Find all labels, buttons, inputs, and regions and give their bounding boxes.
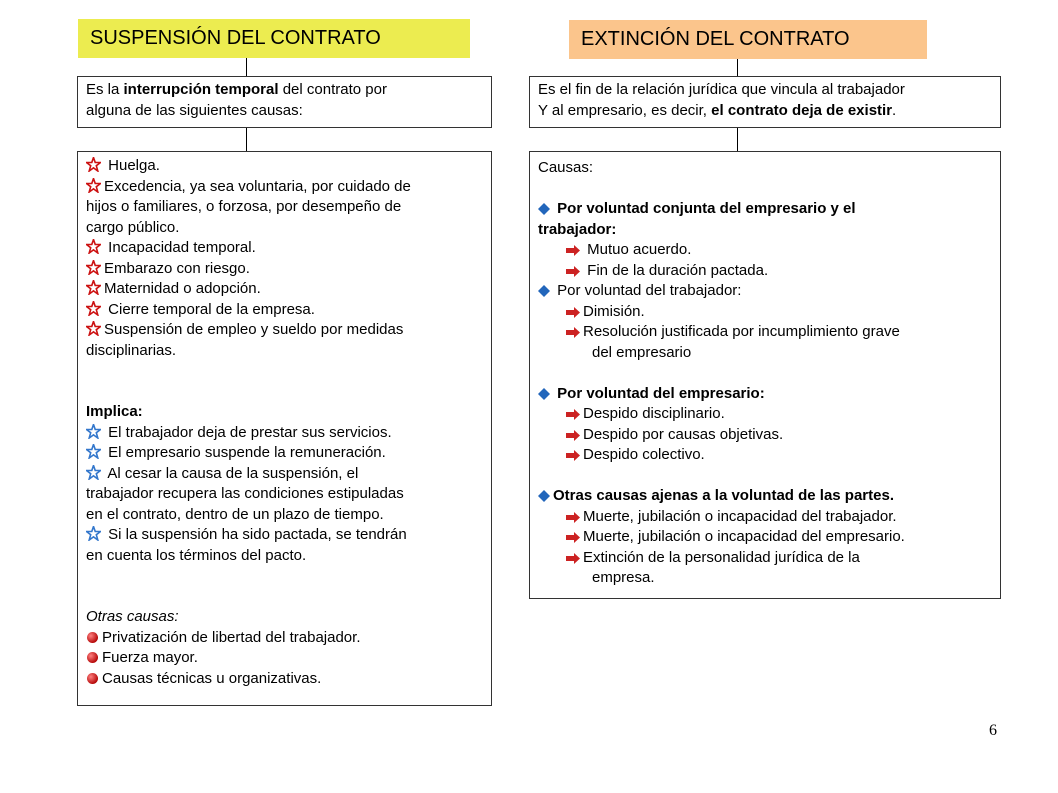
- group-heading-text: Por voluntad del empresario:: [553, 384, 765, 402]
- list-item: [86, 238, 483, 259]
- cause-text: Incapacidad temporal.: [104, 239, 256, 256]
- red-arrow-icon: [566, 430, 580, 441]
- group-heading-text: Por voluntad del trabajador:: [553, 282, 742, 299]
- cause-text: Cierre temporal de la empresa.: [104, 300, 315, 318]
- red-star-icon: [86, 280, 101, 295]
- list-item: [86, 320, 483, 341]
- def-text: del contrato por: [278, 81, 387, 98]
- cause-text: Maternidad o adopción.: [104, 280, 261, 297]
- group-heading: [538, 384, 992, 405]
- connector-left-top: [246, 58, 247, 76]
- red-arrow-icon: [566, 409, 580, 420]
- implica-text: El trabajador deja de prestar sus servicios.: [104, 423, 392, 441]
- red-star-icon: [86, 157, 101, 172]
- cause-text: disciplinarias.: [86, 341, 177, 359]
- implica-text: Al cesar la causa de la suspensión, el: [104, 464, 359, 482]
- blue-star-icon: [86, 526, 101, 541]
- red-arrow-icon: [566, 307, 580, 318]
- list-item: [86, 423, 483, 444]
- red-arrow-icon: [566, 532, 580, 543]
- list-item: [86, 443, 483, 464]
- list-item: [86, 525, 483, 546]
- list-item: [538, 527, 992, 548]
- list-item: [86, 177, 483, 198]
- def-text: Y al empresario, es decir,: [538, 101, 712, 119]
- red-star-icon: [86, 178, 101, 193]
- list-item: [86, 300, 483, 321]
- list-item: [86, 628, 483, 649]
- suspension-details-box: [77, 151, 492, 706]
- blue-star-icon: [86, 465, 101, 480]
- red-star-icon: [86, 321, 101, 336]
- list-item: [538, 507, 992, 528]
- item-text: Despido disciplinario.: [583, 405, 725, 422]
- list-item: [538, 425, 992, 446]
- list-item-cont: del empresario: [592, 343, 692, 361]
- def-text: Es el fin de la relación jurídica que vincula al trabajador: [538, 81, 905, 98]
- def-text: Es la: [86, 81, 124, 98]
- group-heading-text: Otras causas ajenas a la voluntad de las partes.: [553, 487, 894, 504]
- otras-text: Fuerza mayor.: [102, 649, 198, 666]
- red-arrow-icon: [566, 327, 580, 338]
- item-text: Resolución justificada por incumplimiento grave: [583, 323, 900, 340]
- red-arrow-icon: [566, 450, 580, 461]
- cause-text: cargo público.: [86, 218, 180, 236]
- page-number: 6: [989, 722, 997, 739]
- group-heading-text: Por voluntad conjunta del empresario y el: [553, 200, 856, 217]
- cause-text: Excedencia, ya sea voluntaria, por cuidado de: [104, 177, 411, 195]
- list-item: [86, 669, 483, 690]
- red-arrow-icon: [566, 245, 580, 256]
- list-item-cont: [86, 197, 483, 218]
- group-heading: [538, 199, 992, 220]
- list-item-cont: [86, 546, 483, 567]
- def-text: alguna de las siguientes causas:: [86, 101, 303, 119]
- implica-text: en el contrato, dentro de un plazo de tiempo.: [86, 505, 384, 523]
- extincion-title-text: EXTINCIÓN DEL CONTRATO: [581, 28, 850, 50]
- list-item: [538, 322, 992, 343]
- implica-text: El empresario suspende la remuneración.: [104, 444, 386, 461]
- red-star-icon: [86, 260, 101, 275]
- def-bold: el contrato deja de existir: [711, 101, 893, 119]
- blue-diamond-icon: [538, 388, 550, 400]
- group-heading-cont: trabajador:: [538, 220, 617, 238]
- blue-star-icon: [86, 444, 101, 459]
- causas-label: Causas:: [538, 159, 594, 176]
- list-item-cont: [86, 505, 483, 526]
- item-text: Muerte, jubilación o incapacidad del trabajador.: [583, 507, 897, 525]
- red-bullet-icon: [86, 672, 99, 685]
- item-text: Despido colectivo.: [583, 446, 705, 463]
- red-bullet-icon: [86, 631, 99, 644]
- implica-text: Si la suspensión ha sido pactada, se tendrán: [104, 526, 407, 543]
- item-text: Fin de la duración pactada.: [583, 261, 769, 279]
- implica-text: en cuenta los términos del pacto.: [86, 546, 307, 564]
- blue-star-icon: [86, 424, 101, 439]
- otras-text: Causas técnicas u organizativas.: [102, 669, 322, 687]
- red-arrow-icon: [566, 553, 580, 564]
- cause-text: Huelga.: [104, 157, 160, 174]
- item-text: Despido por causas objetivas.: [583, 425, 784, 443]
- implica-text: trabajador recupera las condiciones estipuladas: [86, 485, 404, 502]
- blue-diamond-icon: [538, 490, 550, 502]
- blue-diamond-icon: [538, 285, 550, 297]
- connector-right-bottom: [737, 128, 738, 151]
- connector-right-top: [737, 59, 738, 76]
- list-item: [86, 259, 483, 280]
- list-item: [538, 302, 992, 323]
- list-item: [86, 156, 483, 177]
- implica-heading: Implica:: [86, 403, 143, 420]
- red-arrow-icon: [566, 266, 580, 277]
- extincion-details-box: [529, 151, 1001, 599]
- list-item-cont: empresa.: [592, 569, 655, 586]
- suspension-title-text: SUSPENSIÓN DEL CONTRATO: [90, 27, 381, 49]
- def-text: .: [892, 101, 897, 119]
- list-item: [538, 404, 992, 425]
- def-bold: interrupción temporal: [123, 81, 279, 98]
- list-item: [538, 261, 992, 282]
- list-item-cont: [86, 218, 483, 239]
- item-text: Mutuo acuerdo.: [583, 241, 692, 258]
- blue-diamond-icon: [538, 203, 550, 215]
- suspension-title: [78, 19, 470, 58]
- list-item-cont: [86, 341, 483, 362]
- red-arrow-icon: [566, 512, 580, 523]
- list-item: [86, 279, 483, 300]
- otras-heading: Otras causas:: [86, 608, 179, 625]
- red-star-icon: [86, 239, 101, 254]
- list-item-cont: [86, 484, 483, 505]
- list-item: [538, 445, 992, 466]
- cause-text: Embarazo con riesgo.: [104, 259, 250, 277]
- cause-text: Suspensión de empleo y sueldo por medidas: [104, 321, 404, 338]
- group-heading: [538, 486, 992, 507]
- otras-text: Privatización de libertad del trabajador.: [102, 628, 361, 646]
- extincion-title: [569, 20, 927, 59]
- group-heading: [538, 281, 992, 302]
- item-text: Extinción de la personalidad jurídica de la: [583, 548, 860, 566]
- list-item: [86, 648, 483, 669]
- list-item: [86, 464, 483, 485]
- item-text: Muerte, jubilación o incapacidad del empresario.: [583, 528, 905, 545]
- item-text: Dimisión.: [583, 302, 645, 320]
- connector-left-bottom: [246, 128, 247, 151]
- list-item: [538, 240, 992, 261]
- cause-text: hijos o familiares, o forzosa, por desempeño de: [86, 198, 402, 215]
- suspension-definition-box: [77, 76, 492, 128]
- red-bullet-icon: [86, 651, 99, 664]
- list-item: [538, 548, 992, 569]
- red-star-icon: [86, 301, 101, 316]
- extincion-definition-box: [529, 76, 1001, 128]
